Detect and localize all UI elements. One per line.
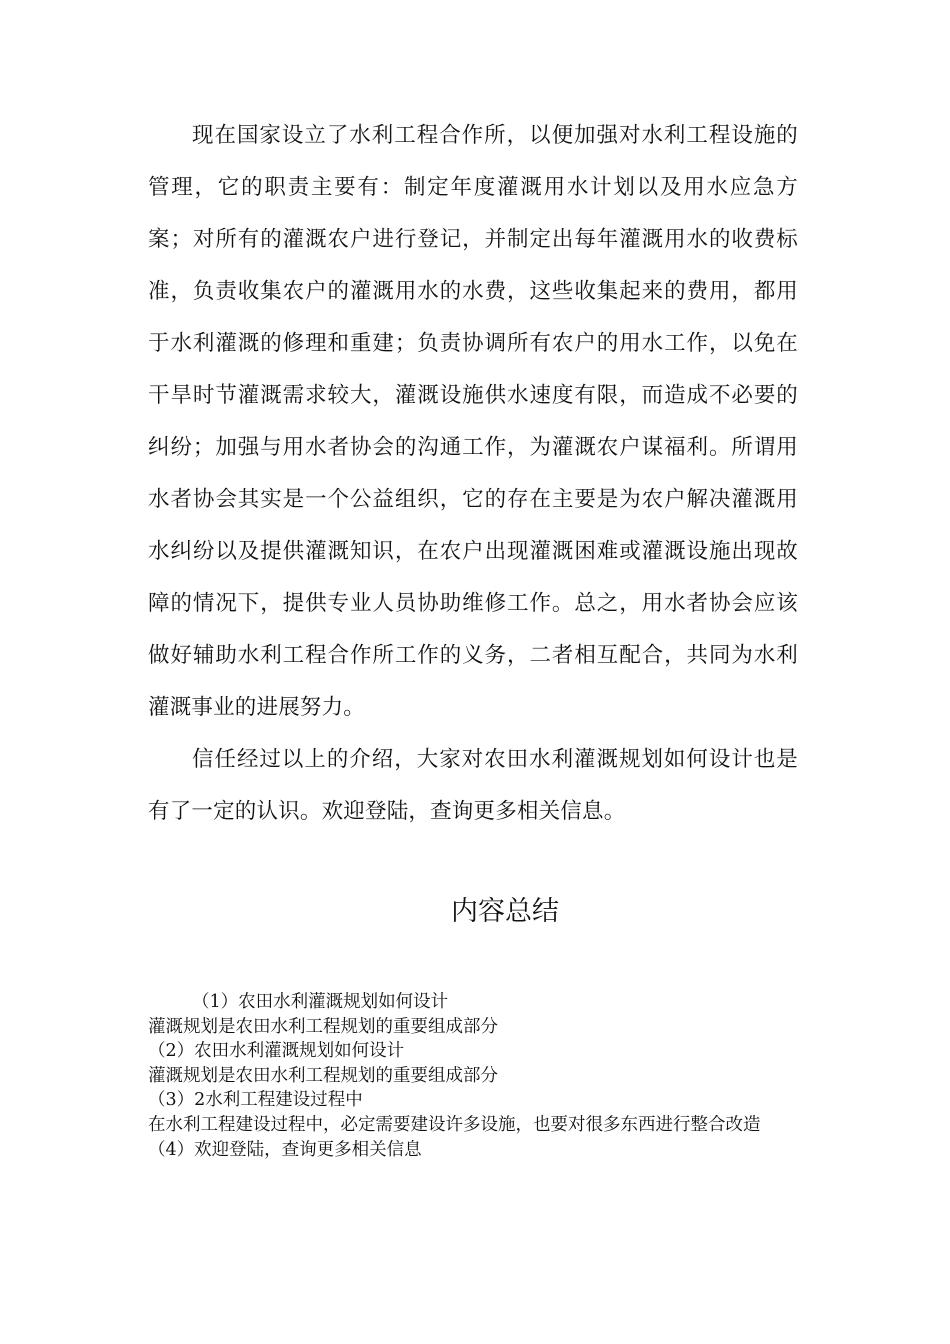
summary-list (148, 990, 798, 1162)
body-text (148, 110, 798, 838)
summary-item-4-heading: （4）欢迎登陆，查询更多相关信息 (148, 1139, 422, 1160)
summary-item-3-heading: （3）2水利工程建设过程中 (148, 1090, 363, 1111)
summary-item-2-heading: （2）农田水利灌溉规划如何设计 (148, 1041, 405, 1062)
paragraph-closing: 信任经过以上的介绍，大家对农田水利灌溉规划如何设计也是有了一定的认识。欢迎登陆，查询更多相关信息。 (148, 747, 798, 824)
summary-item-2-text: 灌溉规划是农田水利工程规划的重要组成部分 (148, 1065, 498, 1086)
summary-item-3-text: 在水利工程建设过程中，必定需要建设许多设施，也要对很多东西进行整合改造 (148, 1114, 761, 1135)
summary-item-1-text: 灌溉规划是农田水利工程规划的重要组成部分 (148, 1016, 498, 1037)
summary-title: 内容总结 (451, 896, 559, 927)
summary-item-1-heading: （1）农田水利灌溉规划如何设计 (192, 992, 449, 1012)
paragraph-water-cooperative: 现在国家设立了水利工程合作所，以便加强对水利工程设施的管理，它的职责主要有：制定年度灌溉用水计划以及用水应急方案；对所有的灌溉农户进行登记，并制定出每年灌溉用水的收费标准，负责收集农户的灌溉用水的水费，这些收集起来的费用，都用于水利灌溉的修理和重建；负责协调所有农户的用水工作，以免在干旱时节灌溉需求较大，灌溉设施供水速度有限，而造成不必要的纠纷；加强与用水者协会的沟通工作，为灌溉农户谋福利。所谓用水者协会其实是一个公益组织，它的存在主要是为农户解决灌溉用水纠纷以及提供灌溉知识，在农户出现灌溉困难或灌溉设施出现故障的情况下，提供专业人员协助维修工作。总之，用水者协会应该做好辅助水利工程合作所工作的义务，二者相互配合，共同为水利灌溉事业的进展努力。 (148, 123, 798, 720)
